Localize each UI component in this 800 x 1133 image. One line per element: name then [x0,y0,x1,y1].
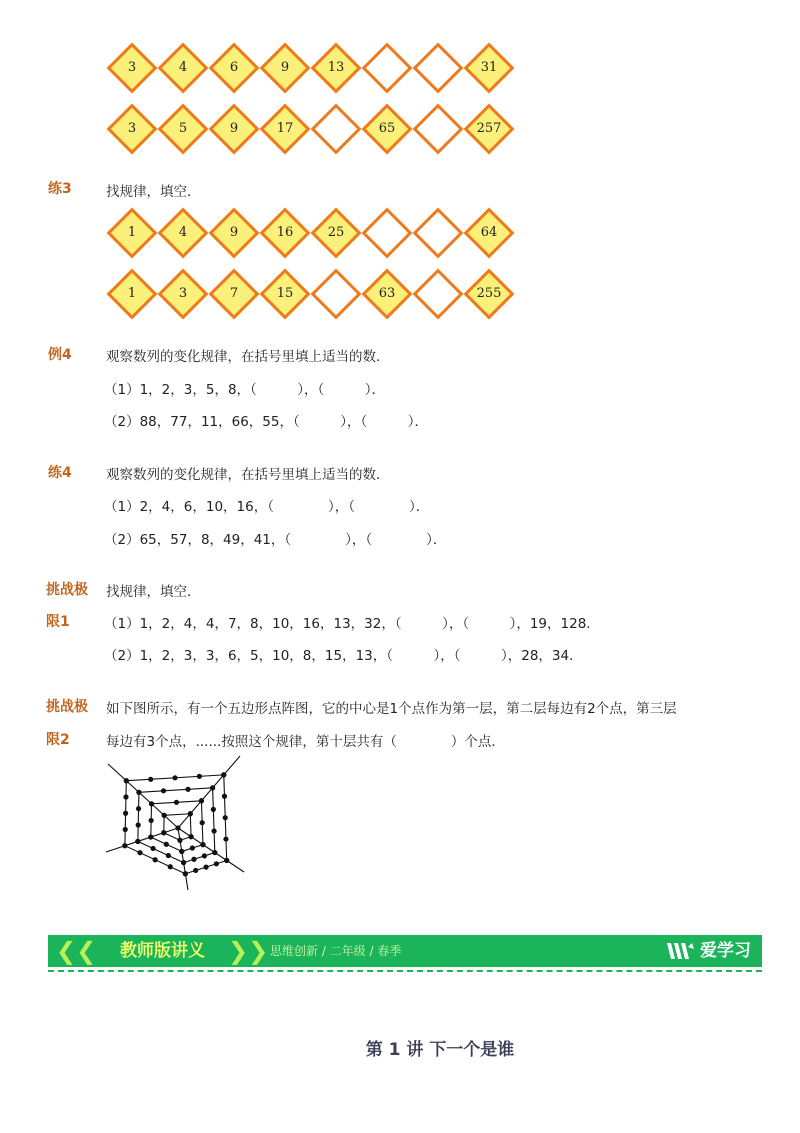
exercise-prompt-lian3: 找规律，填空． [106,184,201,200]
lattice-dot [137,850,142,855]
lattice-dot [123,827,128,832]
lattice-line [138,841,184,862]
lattice-dot [181,860,186,865]
lattice-line [184,853,215,863]
lattice-dot [164,842,169,847]
lattice-dot [188,834,193,839]
lattice-dot [153,857,158,862]
header-banner [48,935,762,967]
example-tag-li4: 例4 [48,347,72,363]
lattice-dot [177,838,182,843]
sequence-diamond[interactable] [362,208,413,259]
sequence-number: 63 [378,286,396,301]
lattice-dot [161,830,166,835]
lattice-dot [150,846,155,851]
example-prompt-li4: 观察数列的变化规律，在括号里填上适当的数． [106,349,390,365]
sequence-diamond[interactable] [413,43,464,94]
exercise-question-lian4-1: （1）2，4，6，10，16，（ ），（ ）． [104,499,430,515]
challenge-tag-2a: 挑战极 [46,699,88,715]
sequence-number: 3 [127,60,137,75]
lattice-dot [188,811,193,816]
sequence-number: 5 [178,121,188,136]
challenge-tag-1b: 限1 [46,614,70,630]
lattice-line [138,792,139,841]
lattice-dot [185,787,190,792]
lattice-dot [162,813,167,818]
sequence-number: 9 [280,60,290,75]
sequence-diamond[interactable] [311,269,362,320]
sequence-number: 16 [276,225,294,240]
lattice-dot [175,825,180,830]
challenge-text-2-line2: 每边有3个点，......按照这个规律，第十层共有（ ）个点． [106,734,505,750]
banner-title: 教师版讲义 [120,941,205,961]
exercise-tag-lian3: 练3 [48,181,72,197]
sequence-number: 13 [327,60,345,75]
lattice-dot [211,807,216,812]
lattice-dot [223,836,228,841]
lattice-dot [135,839,140,844]
lattice-dot [166,853,171,858]
lattice-dot [179,849,184,854]
sequence-diamond[interactable] [413,269,464,320]
lattice-dot [136,790,141,795]
sequence-number: 257 [476,121,502,136]
sequence-diamond[interactable] [311,104,362,155]
challenge-tag-2b: 限2 [46,732,70,748]
lattice-dot [211,828,216,833]
lattice-dot [190,845,195,850]
lattice-dot [148,777,153,782]
logo-text: 爱学习 [700,941,751,961]
lattice-dot [210,785,215,790]
chevron-right-icon: ❯❯ [228,937,269,965]
lattice-dot [174,800,179,805]
sequence-number: 6 [229,60,239,75]
lattice-dot [136,806,141,811]
chevron-left-icon: ❮❮ [56,937,97,965]
lattice-dot [136,822,141,827]
lecture-title: 第 1 讲 下一个是谁 [365,1040,515,1060]
lattice-dot [202,853,207,858]
lattice-line [139,788,213,792]
lattice-line [178,828,188,890]
lattice-dot [197,774,202,779]
sequence-number: 31 [480,60,498,75]
example-question-li4-2: （2）88，77，11，66，55，（ ），（ ）． [104,414,428,430]
logo-icon [666,941,696,961]
sequence-number: 1 [127,225,137,240]
lattice-dot [222,794,227,799]
challenge-text-2-line1: 如下图所示，有一个五边形点阵图，它的中心是1个点作为第一层，第二层每边有2个点，第三层 [106,701,677,717]
lattice-dot [123,794,128,799]
example-question-li4-1: （1）1，2，3，5，8，（ ），（ ）． [104,382,386,398]
banner-subtitle: 思维创新 / 二年级 / 春季 [270,944,402,958]
sequence-number: 3 [127,121,137,136]
lattice-line [108,764,178,828]
sequence-diamond[interactable] [362,43,413,94]
lattice-dot [200,842,205,847]
sequence-number: 7 [229,286,239,301]
sequence-diamond[interactable] [413,208,464,259]
challenge-tag-1a: 挑战极 [46,582,88,598]
challenge-question-1-1: （1）1，2，4，4，7，8，10，16，13，32，（ ），（ ），19，128． [104,616,600,632]
lattice-dot [224,858,229,863]
lattice-dot [212,850,217,855]
exercise-prompt-lian4: 观察数列的变化规律，在括号里填上适当的数． [106,467,390,483]
lattice-dot [122,843,127,848]
lattice-line [164,814,190,816]
lattice-line [213,788,215,853]
pentagon-dot-lattice-figure [100,752,250,892]
sequence-number: 1 [127,286,137,301]
banner-dotted-rule [48,970,762,972]
sequence-number: 64 [480,225,498,240]
sequence-number: 17 [276,121,294,136]
challenge-prompt-1: 找规律，填空． [106,584,201,600]
lattice-dot [183,871,188,876]
sequence-number: 25 [327,225,345,240]
sequence-number: 4 [178,225,188,240]
lattice-dot [149,801,154,806]
lattice-dot [148,834,153,839]
lattice-dot [200,820,205,825]
lattice-dot [124,778,129,783]
exercise-tag-lian4: 练4 [48,465,72,481]
lattice-dot [193,868,198,873]
lattice-dot [161,788,166,793]
sequence-number: 4 [178,60,188,75]
lattice-line [164,833,180,841]
sequence-number: 65 [378,121,396,136]
lattice-dot [203,865,208,870]
lattice-dot [149,818,154,823]
challenge-question-1-2: （2）1，2，3，3，6，5，10，8，15，13，（ ），（ ），28，34． [104,648,583,664]
lattice-dot [172,775,177,780]
lattice-dot [221,772,226,777]
sequence-diamond[interactable] [413,104,464,155]
sequence-number: 15 [276,286,294,301]
sequence-number: 9 [229,225,239,240]
lattice-line [106,828,178,852]
lattice-line [178,756,240,828]
lattice-dot [223,815,228,820]
lattice-dot [168,864,173,869]
lattice-dot [123,811,128,816]
sequence-number: 255 [476,286,502,301]
sequence-number: 3 [178,286,188,301]
lattice-dot [191,857,196,862]
lattice-dot [214,861,219,866]
lattice-line [190,814,191,837]
lattice-dot [199,798,204,803]
exercise-question-lian4-2: （2）65，57，8，49，41，（ ），（ ）． [104,532,447,548]
sequence-number: 9 [229,121,239,136]
